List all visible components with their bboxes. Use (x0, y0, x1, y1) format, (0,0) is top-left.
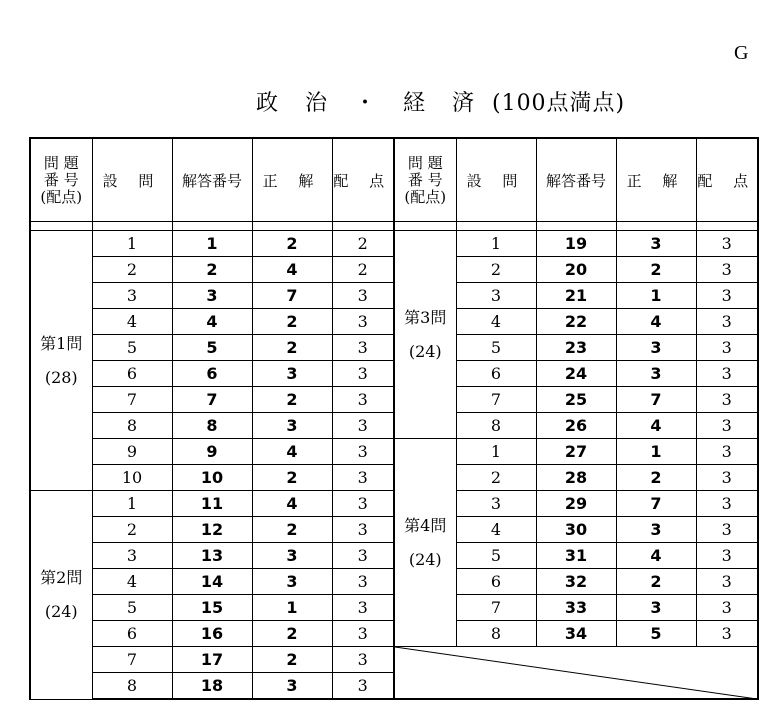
points-cell: 3 (696, 335, 758, 361)
question-name: 第4問 (404, 515, 447, 535)
answer-no-cell: 3 (172, 283, 252, 309)
points-cell: 3 (332, 335, 394, 361)
sub-question-cell: 5 (456, 335, 536, 361)
points-cell: 3 (332, 283, 394, 309)
sub-question-cell: 4 (92, 309, 172, 335)
correct-answer-cell: 3 (252, 361, 332, 387)
table-row (30, 647, 758, 673)
diagonal-line (395, 647, 757, 699)
correct-answer-cell: 4 (616, 309, 696, 335)
correct-answer-cell: 3 (616, 595, 696, 621)
header-points: 配 点 (332, 138, 394, 222)
form-code-label: G (734, 42, 749, 64)
correct-answer-cell: 4 (252, 439, 332, 465)
answer-no-cell: 5 (172, 335, 252, 361)
header-gap (30, 222, 92, 231)
title-points: (100点満点) (491, 91, 626, 116)
answer-no-cell: 34 (536, 621, 616, 647)
header-correct: 正 解 (616, 138, 696, 222)
points-cell: 3 (696, 621, 758, 647)
correct-answer-cell: 5 (616, 621, 696, 647)
correct-answer-cell: 4 (252, 257, 332, 283)
points-cell: 3 (696, 517, 758, 543)
correct-answer-cell: 2 (252, 387, 332, 413)
answer-no-cell: 21 (536, 283, 616, 309)
sub-question-cell: 9 (92, 439, 172, 465)
header-gap (92, 222, 172, 231)
answer-no-cell: 1 (172, 231, 252, 257)
sub-question-cell: 1 (92, 491, 172, 517)
points-cell: 3 (332, 413, 394, 439)
answer-no-cell: 14 (172, 569, 252, 595)
points-cell: 3 (332, 387, 394, 413)
answer-no-cell: 8 (172, 413, 252, 439)
header-gap (252, 222, 332, 231)
table-row (30, 439, 758, 465)
answer-no-cell: 31 (536, 543, 616, 569)
points-cell: 3 (696, 491, 758, 517)
sub-question-cell: 2 (456, 257, 536, 283)
correct-answer-cell: 3 (252, 543, 332, 569)
sub-question-cell: 7 (456, 387, 536, 413)
correct-answer-cell: 2 (252, 647, 332, 673)
correct-answer-cell: 4 (252, 491, 332, 517)
sub-question-cell: 5 (92, 595, 172, 621)
sub-question-cell: 2 (92, 517, 172, 543)
sub-question-cell: 10 (92, 465, 172, 491)
sub-question-cell: 5 (92, 335, 172, 361)
answer-no-cell: 24 (536, 361, 616, 387)
question-name: 第1問 (40, 333, 83, 353)
points-cell: 3 (696, 595, 758, 621)
header-points: 配 点 (696, 138, 758, 222)
points-cell: 3 (332, 491, 394, 517)
header-correct: 正 解 (252, 138, 332, 222)
answer-no-cell: 28 (536, 465, 616, 491)
answer-no-cell: 2 (172, 257, 252, 283)
points-cell: 3 (332, 439, 394, 465)
points-cell: 3 (696, 543, 758, 569)
sub-question-cell: 2 (456, 465, 536, 491)
answer-no-cell: 12 (172, 517, 252, 543)
answer-no-cell: 22 (536, 309, 616, 335)
points-cell: 3 (696, 361, 758, 387)
correct-answer-cell: 2 (252, 335, 332, 361)
header-gap (536, 222, 616, 231)
header-gap (456, 222, 536, 231)
points-cell: 2 (332, 231, 394, 257)
points-cell: 3 (696, 465, 758, 491)
header-sub-question: 設 問 (456, 138, 536, 222)
points-cell: 3 (696, 257, 758, 283)
correct-answer-cell: 3 (616, 335, 696, 361)
title-subject: 政 治 ・ 経 済 (256, 91, 484, 116)
answer-no-cell: 16 (172, 621, 252, 647)
points-cell: 3 (332, 647, 394, 673)
sub-question-cell: 1 (456, 231, 536, 257)
answer-no-cell: 18 (172, 673, 252, 700)
question-group-label (394, 439, 456, 647)
sub-question-cell: 6 (92, 361, 172, 387)
points-cell: 3 (332, 673, 394, 700)
header-gap (172, 222, 252, 231)
points-cell: 3 (332, 361, 394, 387)
answer-no-cell: 19 (536, 231, 616, 257)
points-cell: 3 (696, 231, 758, 257)
header-answer-no: 解答番号 (536, 138, 616, 222)
correct-answer-cell: 7 (616, 491, 696, 517)
points-cell: 3 (332, 621, 394, 647)
correct-answer-cell: 3 (616, 231, 696, 257)
answer-no-cell: 7 (172, 387, 252, 413)
question-total: (28) (44, 367, 78, 387)
answer-no-cell: 4 (172, 309, 252, 335)
question-total: (24) (408, 549, 442, 569)
answer-no-cell: 15 (172, 595, 252, 621)
answer-no-cell: 26 (536, 413, 616, 439)
correct-answer-cell: 2 (252, 621, 332, 647)
sub-question-cell: 4 (456, 309, 536, 335)
answer-no-cell: 11 (172, 491, 252, 517)
correct-answer-cell: 7 (616, 387, 696, 413)
answer-no-cell: 25 (536, 387, 616, 413)
correct-answer-cell: 1 (616, 439, 696, 465)
answer-no-cell: 20 (536, 257, 616, 283)
question-name: 第3問 (404, 307, 447, 327)
correct-answer-cell: 2 (616, 569, 696, 595)
header-gap (616, 222, 696, 231)
header-answer-no: 解答番号 (172, 138, 252, 222)
points-cell: 3 (332, 465, 394, 491)
correct-answer-cell: 2 (616, 465, 696, 491)
answer-no-cell: 9 (172, 439, 252, 465)
sub-question-cell: 6 (92, 621, 172, 647)
sub-question-cell: 3 (456, 283, 536, 309)
answer-no-cell: 23 (536, 335, 616, 361)
sub-question-cell: 7 (456, 595, 536, 621)
correct-answer-cell: 4 (616, 413, 696, 439)
sub-question-cell: 1 (456, 439, 536, 465)
correct-answer-cell: 3 (252, 673, 332, 700)
sub-question-cell: 4 (456, 517, 536, 543)
points-cell: 2 (332, 257, 394, 283)
answer-no-cell: 33 (536, 595, 616, 621)
header-gap (394, 222, 456, 231)
points-cell: 3 (696, 283, 758, 309)
points-cell: 3 (332, 543, 394, 569)
correct-answer-cell: 2 (616, 257, 696, 283)
points-cell: 3 (332, 595, 394, 621)
correct-answer-cell: 4 (616, 543, 696, 569)
sub-question-cell: 1 (92, 231, 172, 257)
page-title (256, 86, 625, 117)
table-row (30, 231, 758, 257)
sub-question-cell: 6 (456, 569, 536, 595)
header-gap (332, 222, 394, 231)
sub-question-cell: 5 (456, 543, 536, 569)
sub-question-cell: 3 (92, 283, 172, 309)
header-question-no: 問 題 番 号 (配点) (394, 138, 456, 222)
question-name: 第2問 (40, 567, 83, 587)
sub-question-cell: 4 (92, 569, 172, 595)
answer-no-cell: 32 (536, 569, 616, 595)
points-cell: 3 (696, 569, 758, 595)
question-total: (24) (408, 341, 442, 361)
correct-answer-cell: 2 (252, 465, 332, 491)
points-cell: 3 (696, 439, 758, 465)
correct-answer-cell: 3 (616, 517, 696, 543)
answer-no-cell: 27 (536, 439, 616, 465)
points-cell: 3 (332, 309, 394, 335)
points-cell: 3 (696, 309, 758, 335)
correct-answer-cell: 2 (252, 517, 332, 543)
sub-question-cell: 2 (92, 257, 172, 283)
points-cell: 3 (696, 413, 758, 439)
header-sub-question: 設 問 (92, 138, 172, 222)
answer-no-cell: 17 (172, 647, 252, 673)
question-total: (24) (44, 601, 78, 621)
sub-question-cell: 7 (92, 387, 172, 413)
empty-diagonal-cell (394, 647, 758, 700)
sub-question-cell: 3 (92, 543, 172, 569)
answer-no-cell: 6 (172, 361, 252, 387)
sub-question-cell: 8 (92, 413, 172, 439)
question-group-label (394, 231, 456, 439)
sub-question-cell: 3 (456, 491, 536, 517)
correct-answer-cell: 3 (616, 361, 696, 387)
correct-answer-cell: 2 (252, 309, 332, 335)
correct-answer-cell: 1 (616, 283, 696, 309)
sub-question-cell: 6 (456, 361, 536, 387)
points-cell: 3 (332, 569, 394, 595)
answer-table (29, 137, 759, 700)
correct-answer-cell: 7 (252, 283, 332, 309)
question-group-label (30, 231, 92, 491)
header-gap (696, 222, 758, 231)
answer-no-cell: 10 (172, 465, 252, 491)
sub-question-cell: 8 (92, 673, 172, 700)
sub-question-cell: 8 (456, 621, 536, 647)
points-cell: 3 (332, 517, 394, 543)
points-cell: 3 (696, 387, 758, 413)
correct-answer-cell: 3 (252, 569, 332, 595)
sub-question-cell: 7 (92, 647, 172, 673)
correct-answer-cell: 1 (252, 595, 332, 621)
answer-no-cell: 30 (536, 517, 616, 543)
header-question-no: 問 題 番 号 (配点) (30, 138, 92, 222)
answer-no-cell: 13 (172, 543, 252, 569)
correct-answer-cell: 2 (252, 231, 332, 257)
answer-no-cell: 29 (536, 491, 616, 517)
question-group-label (30, 491, 92, 700)
correct-answer-cell: 3 (252, 413, 332, 439)
sub-question-cell: 8 (456, 413, 536, 439)
